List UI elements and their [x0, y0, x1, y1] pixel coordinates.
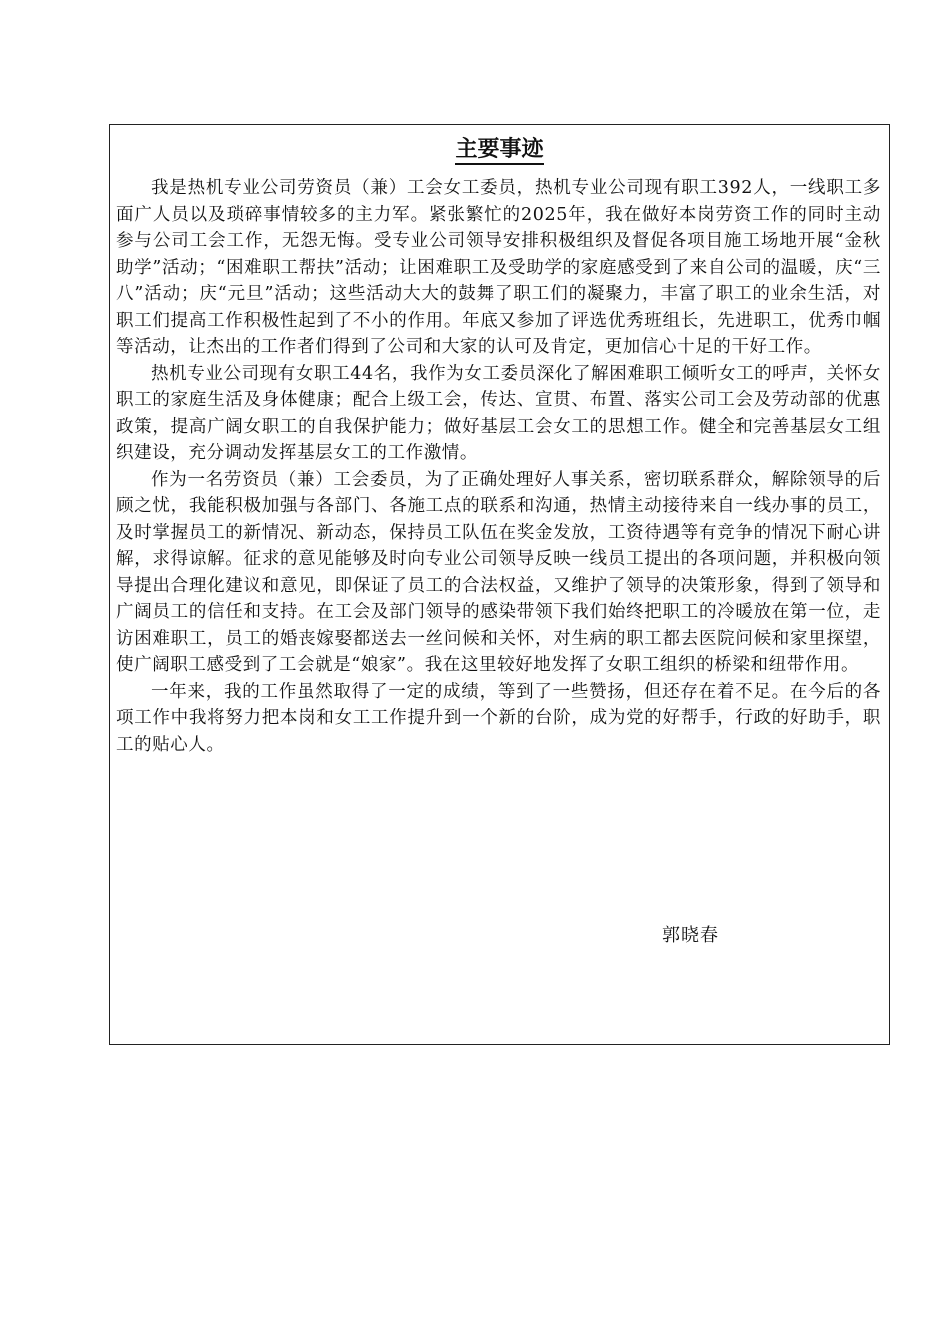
- paragraph: 我是热机专业公司劳资员（兼）工会女工委员，热机专业公司现有职工392人，一线职工多面广人员以及琐碎事情较多的主力军。紧张繁忙的2025年，我在做好本岗劳资工作的同时主动参与公司工会工作，无怨无悔。受专业公司领导安排积极组织及督促各项目施工场地开展“金秋助学”活动；“困难职工帮扶”活动；让困难职工及受助学的家庭感受到了来自公司的温暖，庆“三八”活动；庆“元旦”活动；这些活动大大的鼓舞了职工们的凝聚力，丰富了职工的业余生活，对职工们提高工作积极性起到了不小的作用。年底又参加了评选优秀班组长，先进职工，优秀巾帼等活动，让杰出的工作者们得到了公司和大家的认可及肯定，更加信心十足的干好工作。: [116, 178, 881, 357]
- paragraph: 作为一名劳资员（兼）工会委员，为了正确处理好人事关系，密切联系群众，解除领导的后顾之忧，我能积极加强与各部门、各施工点的联系和沟通，热情主动接待来自一线办事的员工，及时掌握员工的新情况、新动态，保持员工队伍在奖金发放，工资待遇等有竞争的情况下耐心讲解，求得谅解。征求的意见能够及时向专业公司领导反映一线员工提出的各项问题，并积极向领导提出合理化建议和意见，即保证了员工的合法权益，又维护了领导的决策形象，得到了领导和广阔员工的信任和支持。在工会及部门领导的感染带领下我们始终把职工的冷暖放在第一位，走访困难职工，员工的婚丧嫁娶都送去一丝问候和关怀，对生病的职工都去医院问候和家里探望，使广阔职工感受到了工会就是“娘家”。我在这里较好地发挥了女职工组织的桥梁和纽带作用。: [116, 469, 881, 675]
- paragraph: 一年来，我的工作虽然取得了一定的成绩，等到了一些赞扬，但还存在着不足。在今后的各项工作中我将努力把本岗和女工工作提升到一个新的台阶，成为党的好帮手，行政的好助手，职工的贴心人。: [116, 681, 881, 755]
- paragraph: 热机专业公司现有女职工44名，我作为女工委员深化了解困难职工倾听女工的呼声，关怀女职工的家庭生活及身体健康；配合上级工会，传达、宣贯、布置、落实公司工会及劳动部的优惠政策，提高广阔女职工的自我保护能力；做好基层工会女工的思想工作。健全和完善基层女工组织建设，充分调动发挥基层女工的工作激情。: [116, 363, 881, 463]
- record-table-cell: [109, 124, 890, 1045]
- section-title-text: 主要事迹: [455, 137, 543, 165]
- main-text: [116, 175, 881, 758]
- section-title: [110, 135, 889, 165]
- signature-name: 郭晓春: [662, 925, 719, 946]
